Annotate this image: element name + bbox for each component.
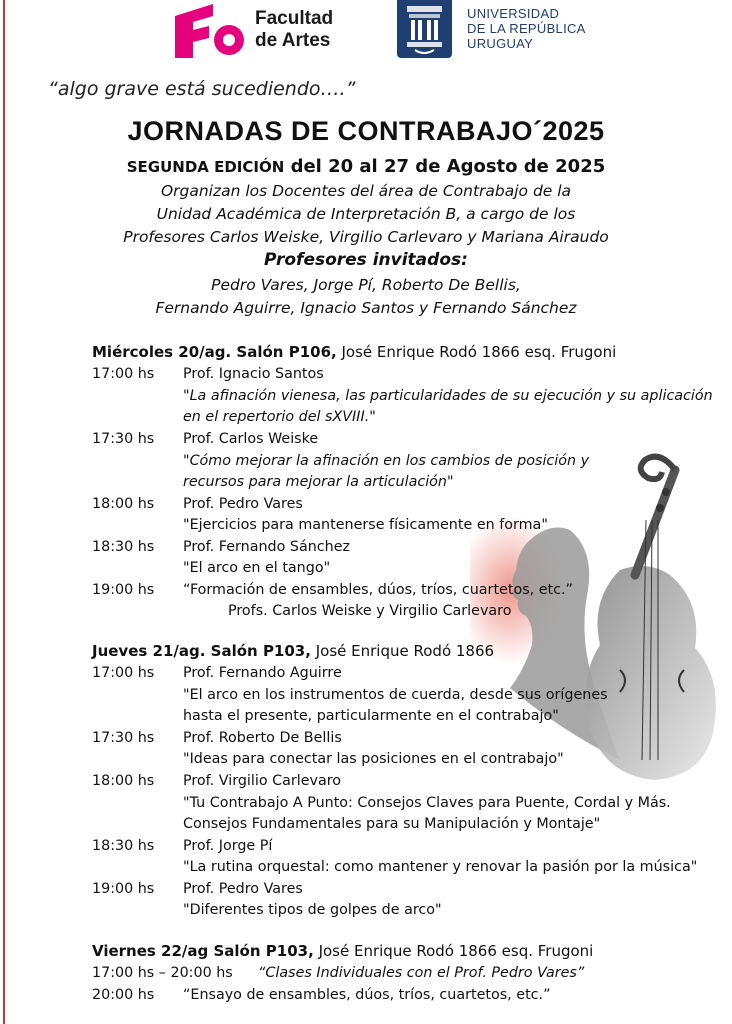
time-slot: 17:30 hs bbox=[92, 431, 155, 447]
time-slot: 18:30 hs bbox=[92, 838, 155, 854]
time-slot: 17:00 hs bbox=[92, 366, 155, 382]
talk-title: "El arco en los instrumentos de cuerda, desde sus orígenes bbox=[183, 687, 608, 703]
speaker: Prof. Fernando Aguirre bbox=[183, 665, 342, 681]
time-slot: 19:00 hs bbox=[92, 582, 155, 598]
talk-title: Consejos Fundamentales para su Manipulación y Montaje" bbox=[183, 816, 601, 832]
time-slot: 18:00 hs bbox=[92, 496, 155, 512]
university-name-line3: URUGUAY bbox=[467, 36, 534, 51]
time-slot: 18:00 hs bbox=[92, 773, 155, 789]
day-heading bbox=[92, 343, 616, 361]
speaker: Prof. Carlos Weiske bbox=[183, 431, 319, 447]
talk-title: en el repertorio del sXVIII." bbox=[183, 409, 376, 425]
time-slot: 18:30 hs bbox=[92, 539, 155, 555]
speaker: Prof. Ignacio Santos bbox=[183, 366, 324, 382]
talk-title: “Formación de ensambles, dúos, tríos, cuartetos, etc.” bbox=[183, 582, 573, 598]
day-address: José Enrique Rodó 1866 bbox=[315, 642, 495, 660]
day-address: José Enrique Rodó 1866 esq. Frugoni bbox=[318, 942, 594, 960]
organizers-line: Profesores Carlos Weiske, Virgilio Carlevaro y Mariana Airaudo bbox=[123, 228, 609, 246]
talk-title: hasta el presente, particularmente en el contrabajo" bbox=[183, 708, 559, 724]
day-address: José Enrique Rodó 1866 esq. Frugoni bbox=[341, 343, 617, 361]
talk-title: "La afinación vienesa, las particularidades de su ejecución y su aplicación bbox=[183, 388, 713, 404]
faculty-name-line1: Facultad bbox=[255, 8, 334, 29]
speaker: Prof. Jorge Pí bbox=[183, 838, 273, 854]
speaker: Prof. Roberto De Bellis bbox=[183, 730, 342, 746]
guests-line: Pedro Vares, Jorge Pí, Roberto De Bellis, bbox=[211, 276, 521, 294]
time-slot: 17:00 hs bbox=[92, 665, 155, 681]
page-title: JORNADAS DE CONTRABAJO´2025 bbox=[127, 116, 605, 146]
talk-title: "La rutina orquestal: como mantener y renovar la pasión por la música" bbox=[183, 859, 698, 875]
time-slot: 17:30 hs bbox=[92, 730, 155, 746]
talk-title: “Clases Individuales con el Prof. Pedro Vares” bbox=[258, 965, 585, 981]
speaker: Profs. Carlos Weiske y Virgilio Carlevaro bbox=[228, 603, 512, 619]
speaker: Prof. Pedro Vares bbox=[183, 881, 303, 897]
guests-line: Fernando Aguirre, Ignacio Santos y Fernando Sánchez bbox=[155, 299, 577, 317]
edition-label: SEGUNDA EDICIÓN bbox=[126, 158, 285, 176]
day-title: Miércoles 20/ag. Salón P106, bbox=[92, 343, 337, 361]
speaker: Prof. Fernando Sánchez bbox=[183, 539, 350, 555]
day-title: Viernes 22/ag Salón P103, bbox=[92, 942, 314, 960]
day-title: Jueves 21/ag. Salón P103, bbox=[92, 642, 311, 660]
talk-title: "Ejercicios para mantenerse físicamente en forma" bbox=[183, 517, 548, 533]
talk-title: "El arco en el tango" bbox=[183, 560, 331, 576]
talk-title: "Diferentes tipos de golpes de arco" bbox=[183, 902, 442, 918]
faculty-name-line2: de Artes bbox=[255, 30, 331, 51]
speaker: Prof. Pedro Vares bbox=[183, 496, 303, 512]
day-heading bbox=[92, 942, 593, 960]
university-name-line2: DE LA REPÚBLICA bbox=[467, 21, 586, 36]
organizers-line: Organizan los Docentes del área de Contrabajo de la bbox=[160, 182, 572, 200]
organizers-line: Unidad Académica de Interpretación B, a cargo de los bbox=[156, 205, 576, 223]
edition-dates: del 20 al 27 de Agosto de 2025 bbox=[290, 156, 606, 177]
time-slot: 19:00 hs bbox=[92, 881, 155, 897]
tagline: “algo grave está sucediendo….” bbox=[48, 78, 356, 100]
talk-title: "Ideas para conectar las posiciones en el contrabajo" bbox=[183, 751, 564, 767]
university-name-line1: UNIVERSIDAD bbox=[467, 6, 560, 21]
time-slot: 20:00 hs bbox=[92, 987, 155, 1003]
talk-title: "Tu Contrabajo A Punto: Consejos Claves para Puente, Cordal y Más. bbox=[183, 795, 671, 811]
guests-heading: Profesores invitados: bbox=[264, 250, 468, 270]
time-slot: 17:00 hs – 20:00 hs bbox=[92, 965, 233, 981]
talk-title: "Cómo mejorar la afinación en los cambios de posición y bbox=[183, 453, 590, 469]
speaker: Prof. Virgilio Carlevaro bbox=[183, 773, 342, 789]
talk-title: “Ensayo de ensambles, dúos, tríos, cuartetos, etc.” bbox=[183, 987, 551, 1003]
day-heading bbox=[92, 642, 494, 660]
talk-title: recursos para mejorar la articulación" bbox=[183, 474, 454, 490]
